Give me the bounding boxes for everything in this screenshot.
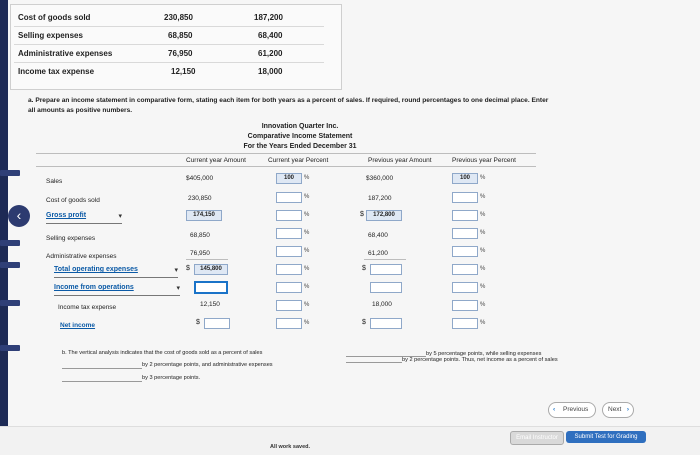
total-operating-current-percent-input[interactable] xyxy=(276,264,302,275)
gross-profit-current-percent-input[interactable] xyxy=(276,210,302,221)
admin-change-dropdown[interactable] xyxy=(62,368,142,369)
instructions-line-2: all amounts as positive numbers. xyxy=(28,107,133,114)
tax-previous-amount: 18,000 xyxy=(372,301,392,308)
chevron-left-icon: ‹ xyxy=(553,406,556,413)
total-operating-current-amount[interactable]: 145,800 xyxy=(194,264,228,275)
dollar-sign: $ xyxy=(360,211,364,218)
selling-current-amount: 68,850 xyxy=(190,232,210,239)
part-b-text-5: by 3 percentage points. xyxy=(142,375,201,381)
selling-change-dropdown[interactable] xyxy=(346,362,402,363)
row-label-cogs: Cost of goods sold xyxy=(46,197,100,204)
percent-sign: % xyxy=(480,230,486,236)
percent-sign: % xyxy=(480,175,486,181)
income-from-operations-previous-percent-input[interactable] xyxy=(452,282,478,293)
net-income-change-dropdown[interactable] xyxy=(62,381,142,382)
sales-current-amount: $405,000 xyxy=(186,175,214,182)
row-previous: 18,000 xyxy=(258,67,283,76)
instructions-line-1: a. Prepare an income statement in comparative form, stating each item for both years as a percent of sales. If required, round percentages to one decimal place. Enter xyxy=(28,97,549,104)
net-income-previous-amount-input[interactable] xyxy=(370,318,402,329)
row-label: Income tax expense xyxy=(18,67,95,76)
table-row xyxy=(14,44,324,63)
col-header-current-amount: Current year Amount xyxy=(186,157,246,164)
sidebar-item[interactable] xyxy=(0,170,20,176)
sales-current-percent: 100 xyxy=(276,173,302,184)
previous-button[interactable] xyxy=(548,402,596,418)
subtotal-rule xyxy=(186,259,228,260)
tax-current-percent-input[interactable] xyxy=(276,300,302,311)
dollar-sign: $ xyxy=(362,319,366,326)
total-operating-expenses-dropdown[interactable]: Total operating expenses ▾ xyxy=(54,266,178,278)
row-current: 230,850 xyxy=(164,13,193,22)
email-instructor-button[interactable]: Email Instructor xyxy=(510,431,564,445)
selling-current-percent-input[interactable] xyxy=(276,228,302,239)
row-current: 76,950 xyxy=(168,49,193,58)
percent-sign: % xyxy=(480,266,486,272)
table-row xyxy=(14,62,324,80)
net-income-previous-percent-input[interactable] xyxy=(452,318,478,329)
part-b-text-3: by 2 percentage points, and administrative expenses xyxy=(142,362,273,368)
statement-header xyxy=(180,122,420,152)
sales-previous-percent: 100 xyxy=(452,173,478,184)
percent-sign: % xyxy=(304,194,310,200)
subtotal-rule xyxy=(364,259,406,260)
percent-sign: % xyxy=(304,284,310,290)
percent-sign: % xyxy=(480,320,486,326)
percent-sign: % xyxy=(304,230,310,236)
tax-current-amount: 12,150 xyxy=(200,301,220,308)
cogs-previous-percent-input[interactable] xyxy=(452,192,478,203)
row-label-net-income[interactable]: Net income xyxy=(60,322,96,329)
percent-sign: % xyxy=(480,212,486,218)
sidebar-item[interactable] xyxy=(0,345,20,351)
part-b-text-2: by 5 percentage points, while selling expenses xyxy=(426,351,542,357)
percent-sign: % xyxy=(304,320,310,326)
next-button[interactable] xyxy=(602,402,634,418)
total-operating-previous-amount-input[interactable] xyxy=(370,264,402,275)
row-previous: 61,200 xyxy=(258,49,283,58)
admin-current-percent-input[interactable] xyxy=(276,246,302,257)
income-from-operations-current-amount-input[interactable] xyxy=(194,281,228,294)
percent-sign: % xyxy=(304,212,310,218)
cogs-current-amount: 230,850 xyxy=(188,195,212,202)
left-sidebar xyxy=(0,0,8,454)
gross-profit-dropdown[interactable]: Gross profit ▾ xyxy=(46,212,122,224)
row-label-selling: Selling expenses xyxy=(46,235,96,242)
income-from-operations-current-percent-input[interactable] xyxy=(276,282,302,293)
header-rule xyxy=(36,166,536,167)
table-row xyxy=(14,26,324,45)
statement-title: Comparative Income Statement xyxy=(247,133,353,140)
income-from-operations-previous-amount-input[interactable] xyxy=(370,282,402,293)
percent-sign: % xyxy=(304,302,310,308)
submit-test-button[interactable]: Submit Test for Grading xyxy=(566,431,646,443)
net-income-current-amount-input[interactable] xyxy=(204,318,230,329)
sidebar-item[interactable] xyxy=(0,300,20,306)
admin-previous-percent-input[interactable] xyxy=(452,246,478,257)
sales-previous-amount: $360,000 xyxy=(366,175,394,182)
row-label: Selling expenses xyxy=(18,31,83,40)
tax-previous-percent-input[interactable] xyxy=(452,300,478,311)
chevron-right-icon: › xyxy=(626,406,629,413)
table-row xyxy=(14,8,324,27)
row-label: Administrative expenses xyxy=(18,49,113,58)
selling-previous-percent-input[interactable] xyxy=(452,228,478,239)
percent-sign: % xyxy=(304,175,310,181)
dollar-sign: $ xyxy=(186,265,190,272)
part-b-text-4: by 2 percentage points. Thus, net income as a percent of sales xyxy=(402,357,558,363)
back-arrow-icon[interactable]: ‹ xyxy=(8,205,30,227)
dollar-sign: $ xyxy=(362,265,366,272)
col-header-previous-percent: Previous year Percent xyxy=(452,157,516,164)
row-current: 12,150 xyxy=(171,67,196,76)
col-header-previous-amount: Previous year Amount xyxy=(368,157,432,164)
gross-profit-current-amount[interactable]: 174,150 xyxy=(186,210,222,221)
total-operating-previous-percent-input[interactable] xyxy=(452,264,478,275)
row-previous: 68,400 xyxy=(258,31,283,40)
row-current: 68,850 xyxy=(168,31,193,40)
row-label-tax: Income tax expense xyxy=(58,304,117,311)
admin-current-amount: 76,950 xyxy=(190,250,210,257)
statement-period: For the Years Ended December 31 xyxy=(243,143,357,150)
net-income-current-percent-input[interactable] xyxy=(276,318,302,329)
next-label: Next xyxy=(608,406,622,413)
percent-sign: % xyxy=(480,302,486,308)
percent-sign: % xyxy=(304,266,310,272)
percent-sign: % xyxy=(480,248,486,254)
cogs-current-percent-input[interactable] xyxy=(276,192,302,203)
row-label-sales: Sales xyxy=(46,178,63,185)
row-previous: 187,200 xyxy=(254,13,283,22)
admin-previous-amount: 61,200 xyxy=(368,250,388,257)
percent-sign: % xyxy=(304,248,310,254)
gross-profit-previous-amount[interactable]: 172,800 xyxy=(366,210,402,221)
cogs-previous-amount: 187,200 xyxy=(368,195,392,202)
company-name: Innovation Quarter Inc. xyxy=(261,123,339,130)
gross-profit-previous-percent-input[interactable] xyxy=(452,210,478,221)
previous-label: Previous xyxy=(563,406,589,413)
income-from-operations-dropdown[interactable]: Income from operations ▾ xyxy=(54,284,180,296)
col-header-current-percent: Current year Percent xyxy=(268,157,329,164)
sidebar-item[interactable] xyxy=(0,262,20,268)
percent-sign: % xyxy=(480,284,486,290)
percent-sign: % xyxy=(480,194,486,200)
sidebar-item[interactable] xyxy=(0,240,20,246)
dollar-sign: $ xyxy=(196,319,200,326)
selling-previous-amount: 68,400 xyxy=(368,232,388,239)
part-b-text-1: b. The vertical analysis indicates that the cost of goods sold as a percent of sales xyxy=(62,350,263,356)
instructions xyxy=(28,96,678,116)
row-label: Cost of goods sold xyxy=(18,13,91,22)
row-label-admin: Administrative expenses xyxy=(46,253,117,260)
header-rule xyxy=(36,153,536,154)
save-status: All work saved. xyxy=(269,444,311,450)
